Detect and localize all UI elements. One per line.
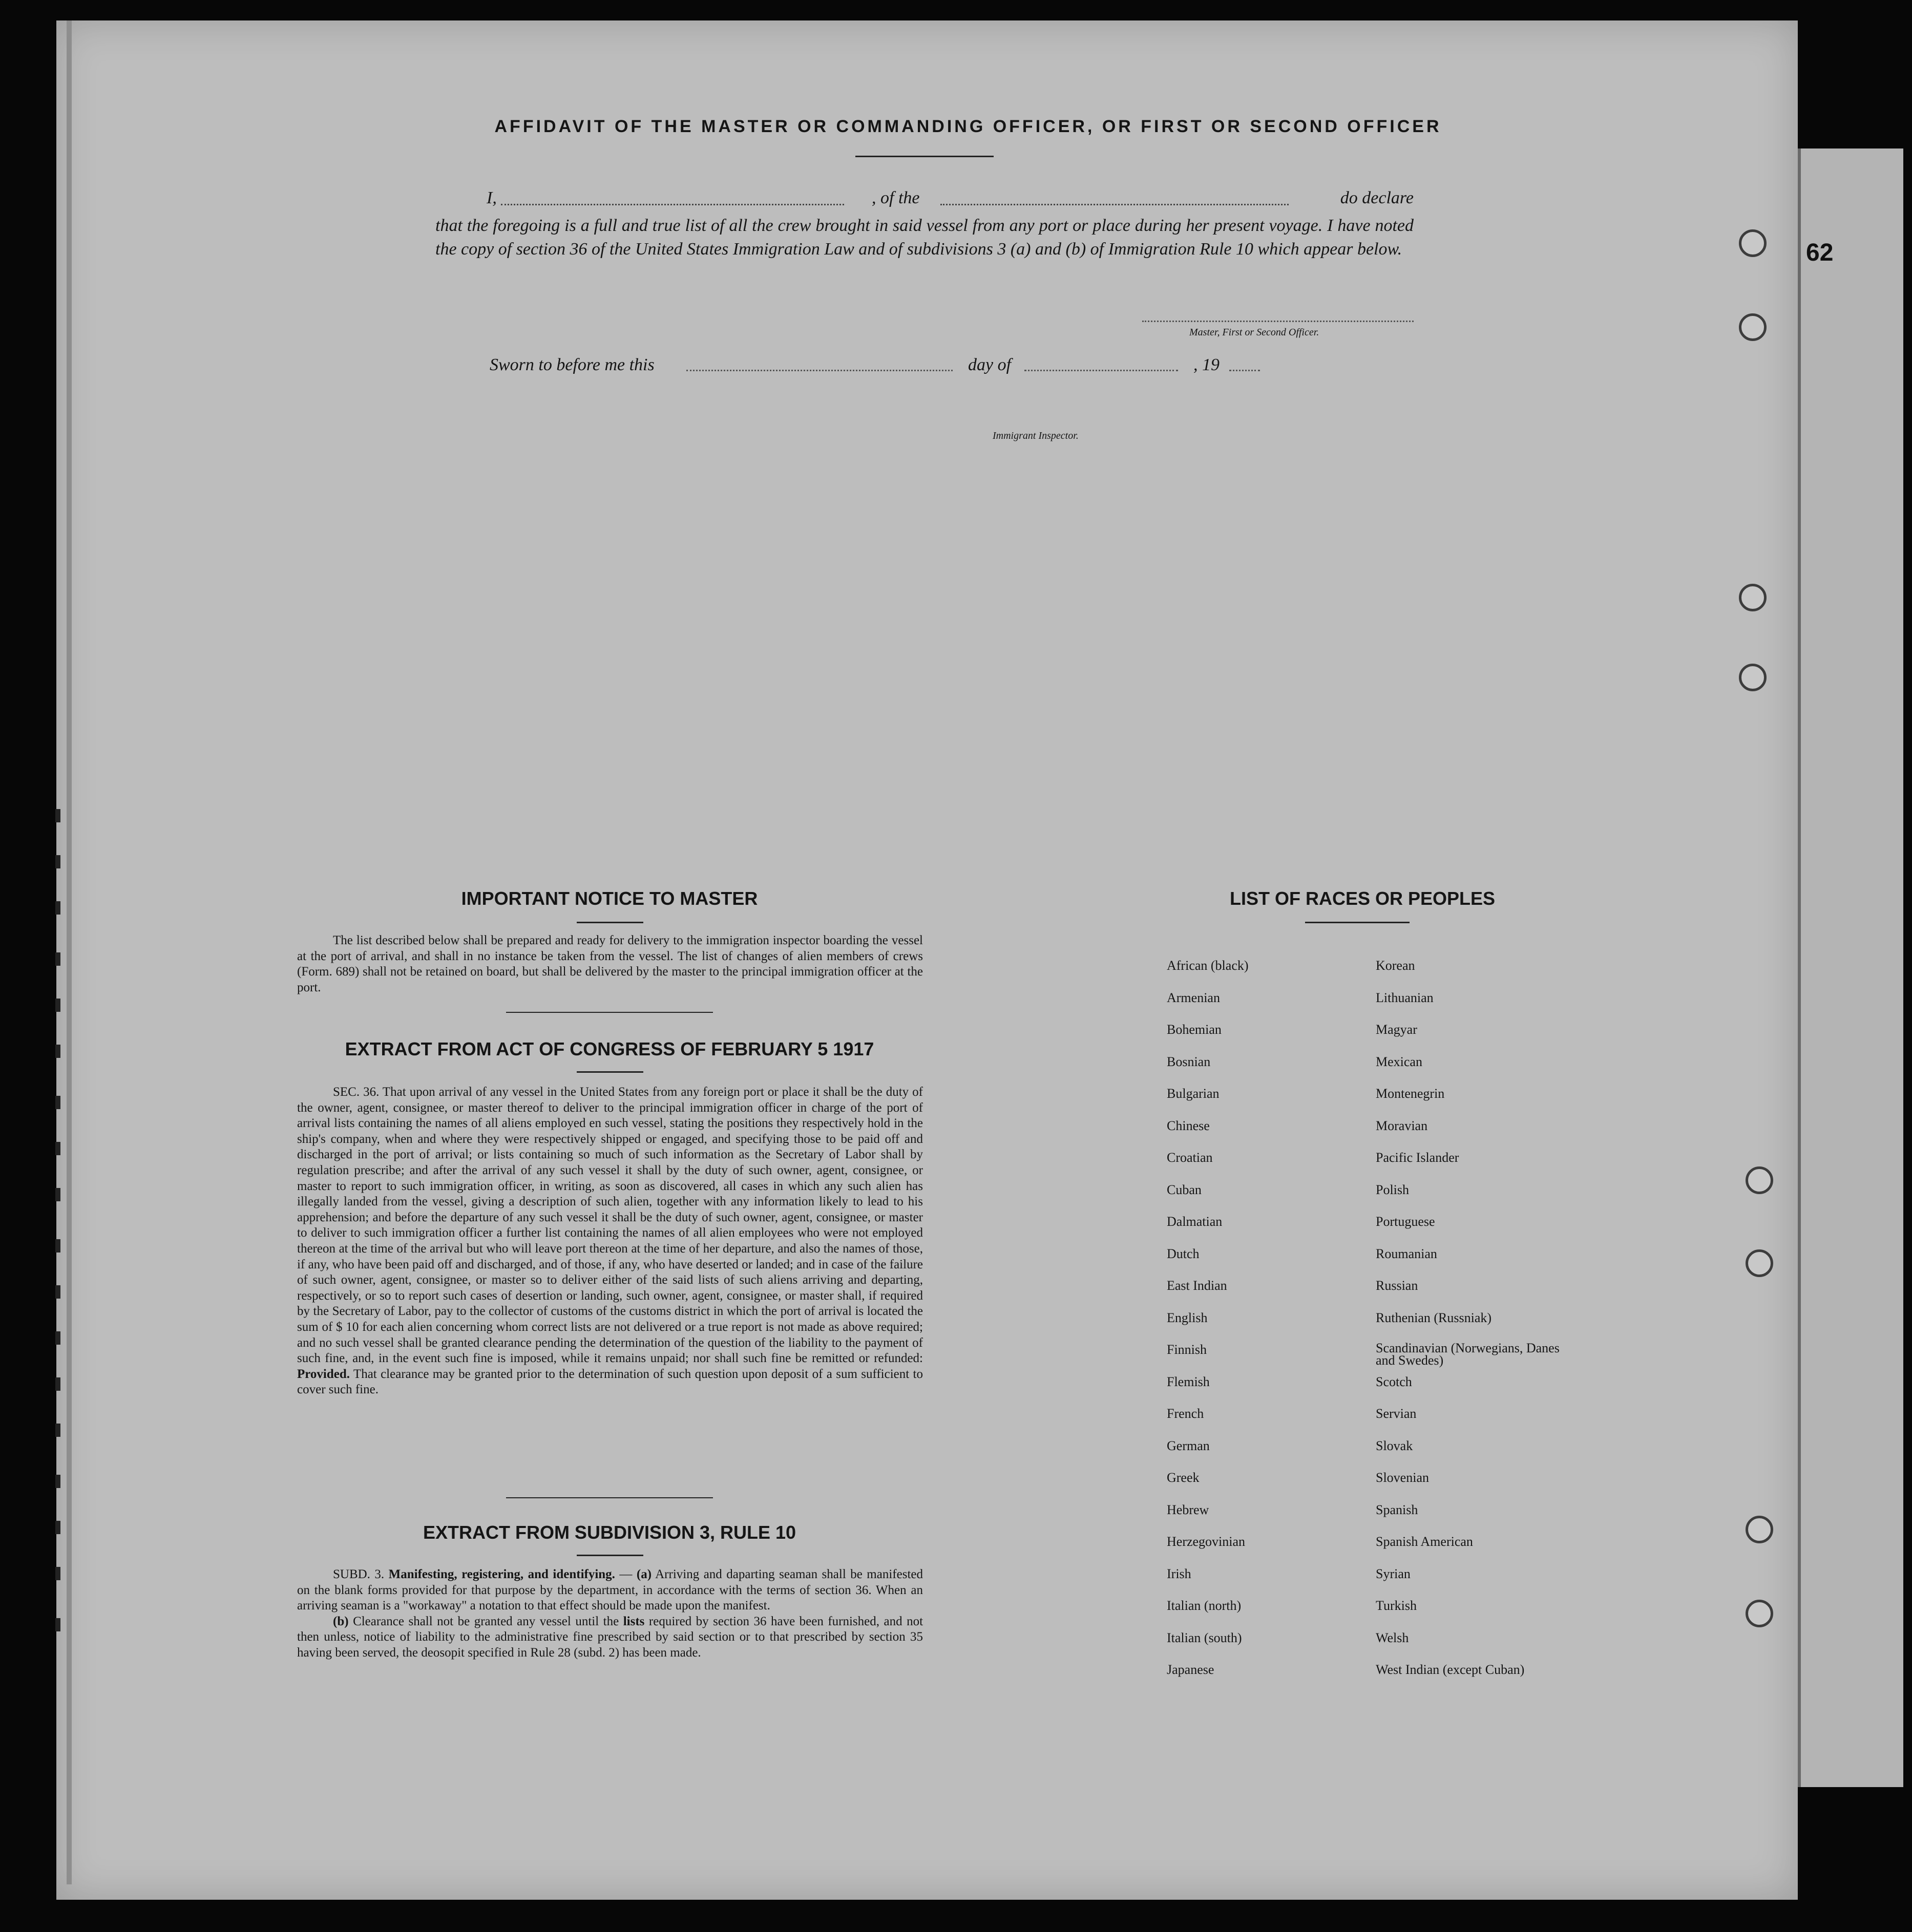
rule-extract-title: EXTRACT FROM SUBDIVISION 3, RULE 10 [423, 1522, 796, 1543]
race-item: Chinese [1167, 1118, 1210, 1133]
race-item: Magyar [1376, 1022, 1417, 1037]
races-list-right [1376, 958, 1560, 1694]
race-item: Montenegrin [1376, 1086, 1445, 1101]
provided-term: Provided. [297, 1367, 350, 1381]
title-rule [855, 156, 994, 157]
race-item: Italian (north) [1167, 1598, 1242, 1613]
race-item: Scotch [1376, 1374, 1412, 1389]
subd-label: SUBD. 3. [333, 1567, 385, 1581]
master-signature-line[interactable] [1142, 321, 1414, 322]
race-item: Herzegovinian [1167, 1534, 1246, 1549]
race-item: West Indian (except Cuban) [1376, 1662, 1525, 1677]
race-item: Spanish American [1376, 1534, 1473, 1549]
do-declare-label: do declare [1340, 188, 1414, 207]
subd-b-text-1: Clearance shall not be granted any vessel until the [353, 1614, 619, 1628]
race-item: Servian [1376, 1406, 1417, 1421]
race-item: Korean [1376, 958, 1415, 973]
rule-extract-body [297, 1567, 923, 1661]
race-item: Polish [1376, 1182, 1410, 1197]
subd-heading: Manifesting, registering, and identifying. [388, 1567, 615, 1581]
vessel-name-field[interactable] [940, 204, 1289, 205]
race-item: Bohemian [1167, 1022, 1222, 1037]
race-item: Ruthenian (Russniak) [1376, 1310, 1492, 1325]
binder-hole [1739, 313, 1767, 341]
race-item: Armenian [1167, 990, 1220, 1005]
race-item: Irish [1167, 1566, 1191, 1581]
race-item: East Indian [1167, 1278, 1227, 1293]
race-item: African (black) [1167, 958, 1249, 973]
inspector-caption: Immigrant Inspector. [993, 430, 1079, 441]
binder-hole [1746, 1600, 1773, 1627]
notice-rule [577, 922, 643, 923]
race-item: Syrian [1376, 1566, 1411, 1581]
affidavit-body: that the foregoing is a full and true list of all the crew brought in said vessel from any port or place during her present voyage. I have noted the copy of section 36 of the United States Immigration Law and of subdivisions 3 (a) and (b) of Immigration Rule 10 which appear below. [435, 216, 1414, 259]
races-rule [1305, 922, 1410, 923]
act-extract-title: EXTRACT FROM ACT OF CONGRESS OF FEBRUARY 5 1917 [345, 1038, 874, 1059]
race-item: Moravian [1376, 1118, 1428, 1133]
sworn-month-field[interactable] [1024, 370, 1178, 371]
of-the-label: , of the [872, 188, 920, 207]
year-prefix: , 19 [1193, 355, 1220, 374]
notice-divider [506, 1012, 713, 1013]
sworn-year-field[interactable] [1229, 370, 1260, 371]
race-item: Slovak [1376, 1438, 1413, 1453]
subd-b-label: (b) [333, 1614, 349, 1628]
binder-hole [1746, 1249, 1773, 1277]
race-item: French [1167, 1406, 1204, 1421]
race-item: Finnish [1167, 1342, 1207, 1357]
race-item: Bulgarian [1167, 1086, 1220, 1101]
subd-a-label: (a) [636, 1567, 652, 1581]
master-caption: Master, First or Second Officer. [1189, 327, 1319, 338]
race-item: Spanish [1376, 1502, 1418, 1517]
margin-ticks [55, 809, 66, 1782]
act-body-tail: That clearance may be granted prior to the determination of such question upon deposit of a sum sufficient to cover such fine. [297, 1367, 923, 1397]
day-of-label: day of [968, 355, 1012, 374]
race-item: German [1167, 1438, 1210, 1453]
subd-a-text: Arriving and daparting seaman shall be manifested on the blank forms provided for that purpose by the department, in accordance with the terms of section 36. When an arriving seaman is a "workaway" a notation to that effect should be made upon the manifest. [297, 1567, 923, 1613]
race-item: Bosnian [1167, 1054, 1211, 1069]
affidavit-title: AFFIDAVIT OF THE MASTER OR COMMANDING OFFICER, OR FIRST OR SECOND OFFICER [494, 117, 1442, 136]
subd-b-lists: lists [623, 1614, 645, 1628]
race-item: Roumanian [1376, 1246, 1437, 1261]
underlying-page [1798, 148, 1903, 1787]
binder-hole [1739, 229, 1767, 257]
race-item: Cuban [1167, 1182, 1202, 1197]
races-list-left [1167, 958, 1249, 1694]
race-item: Portuguese [1376, 1214, 1435, 1229]
affidavit-declaration-line [487, 188, 1414, 208]
binder-hole [1746, 1166, 1773, 1194]
sworn-label: Sworn to before me this [490, 355, 655, 374]
act-rule [577, 1071, 643, 1073]
race-item: Flemish [1167, 1374, 1210, 1389]
page-number: 62 [1806, 239, 1834, 266]
act-divider [506, 1497, 713, 1498]
race-item: Lithuanian [1376, 990, 1434, 1005]
race-item: Greek [1167, 1470, 1200, 1485]
subd-a-paragraph: SUBD. 3. Manifesting, registering, and identifying. — (a) Arriving and daparting seaman shall be manifested on the blank forms provided for that purpose by the department, in accordance with the terms of section 36. When an arriving seaman is a "workaway" a notation to that effect should be made upon the manifest. [297, 1567, 923, 1613]
binder-hole [1746, 1516, 1773, 1543]
race-item: Turkish [1376, 1598, 1417, 1613]
rule-extract-rule [577, 1555, 643, 1556]
binder-hole [1739, 584, 1767, 611]
declarant-prefix: I, [487, 188, 497, 207]
declarant-name-field[interactable] [501, 204, 844, 205]
race-item: Slovenian [1376, 1470, 1429, 1485]
sworn-day-field[interactable] [686, 370, 953, 371]
race-item: Welsh [1376, 1630, 1409, 1645]
subd-b-paragraph [297, 1614, 923, 1661]
act-body-main: SEC. 36. That upon arrival of any vessel in the United States from any foreign port or place it shall be the duty of the owner, agent, consignee, or master thereof to deliver to the principal immigration officer in charge of the port of arrival lists containing the names of all aliens employed en such vessel, stating the positions they respectively hold in the ship's company, when and where they were respectively shipped or engaged, and specifying those to be paid off and discharged in the port of arrival; or lists containing so much of such information as the Secretary of Labor shall by regulation prescribe; and after the arrival of any such vessel it shall by the duty of such owner, agent, consignee, or master to report to such immigration officer, in writing, as soon as discovered, all cases in which any such alien has illegally landed from the vessel, giving a description of such alien, together with any information likely to lead to his apprehension; and before the departure of any such vessel it shall be the duty of such owner, agent, consignee, or master to deliver to such immigration officer a further list containing the names of all alien employees who were not employed thereon at the time of the arrival but who will leave port thereon at the time of her departure, and also the names of those, if any, who have been paid off and discharged, and of those, if any, who have deserted or landed; and in case of the failure of such owner, agent, consignee, or master so to deliver either of the said lists of such aliens arriving and departing, respectively, or so to report such cases of desertion or landing, such owner, agent, consignee, or master shall, if required by the Secretary of Labor, pay to the collector of customs of the customs district in which the port of arrival is located the sum of $ 10 for each alien concerning whom correct lists are not delivered or a true report is not made as above required; and no such vessel shall be granted clearance pending the determination of the question of the liability to the payment of such fine, and, in the event such fine is imposed, while it remains unpaid; nor shall such fine be remitted or refunded: [297, 1085, 923, 1366]
race-item: Dalmatian [1167, 1214, 1223, 1229]
race-item: Mexican [1376, 1054, 1422, 1069]
notice-title: IMPORTANT NOTICE TO MASTER [461, 888, 758, 909]
race-item: Pacific Islander [1376, 1150, 1459, 1165]
notice-body: The list described below shall be prepared and ready for delivery to the immigration inspector boarding the vessel at the port of arrival, and shall in no instance be taken from the vessel. The list of changes of alien members of crews (Form. 689) shall not be retained on board, but shall be delivered by the master to the principal immigration officer at the port. [297, 933, 923, 994]
race-item: Croatian [1167, 1150, 1213, 1165]
race-item: Scandinavian (Norwegians, Danes and Swedes) [1376, 1341, 1560, 1368]
act-extract-body [297, 1085, 923, 1398]
binder-hole [1739, 664, 1767, 691]
race-item: Japanese [1167, 1662, 1214, 1677]
race-item: English [1167, 1310, 1208, 1325]
race-item: Hebrew [1167, 1502, 1209, 1517]
subd-b-text-2: required by section 36 have been furnished, and not then unless, notice of liability to the administrative fine prescribed by said section or to that prescribed by section 35 having been served, the deosopit specified in Rule 28 (subd. 2) has been made. [297, 1614, 923, 1660]
race-item: Italian (south) [1167, 1630, 1242, 1645]
race-item: Dutch [1167, 1246, 1200, 1261]
page-edge [67, 20, 72, 1884]
races-title: LIST OF RACES OR PEOPLES [1229, 888, 1496, 909]
race-item: Russian [1376, 1278, 1418, 1293]
